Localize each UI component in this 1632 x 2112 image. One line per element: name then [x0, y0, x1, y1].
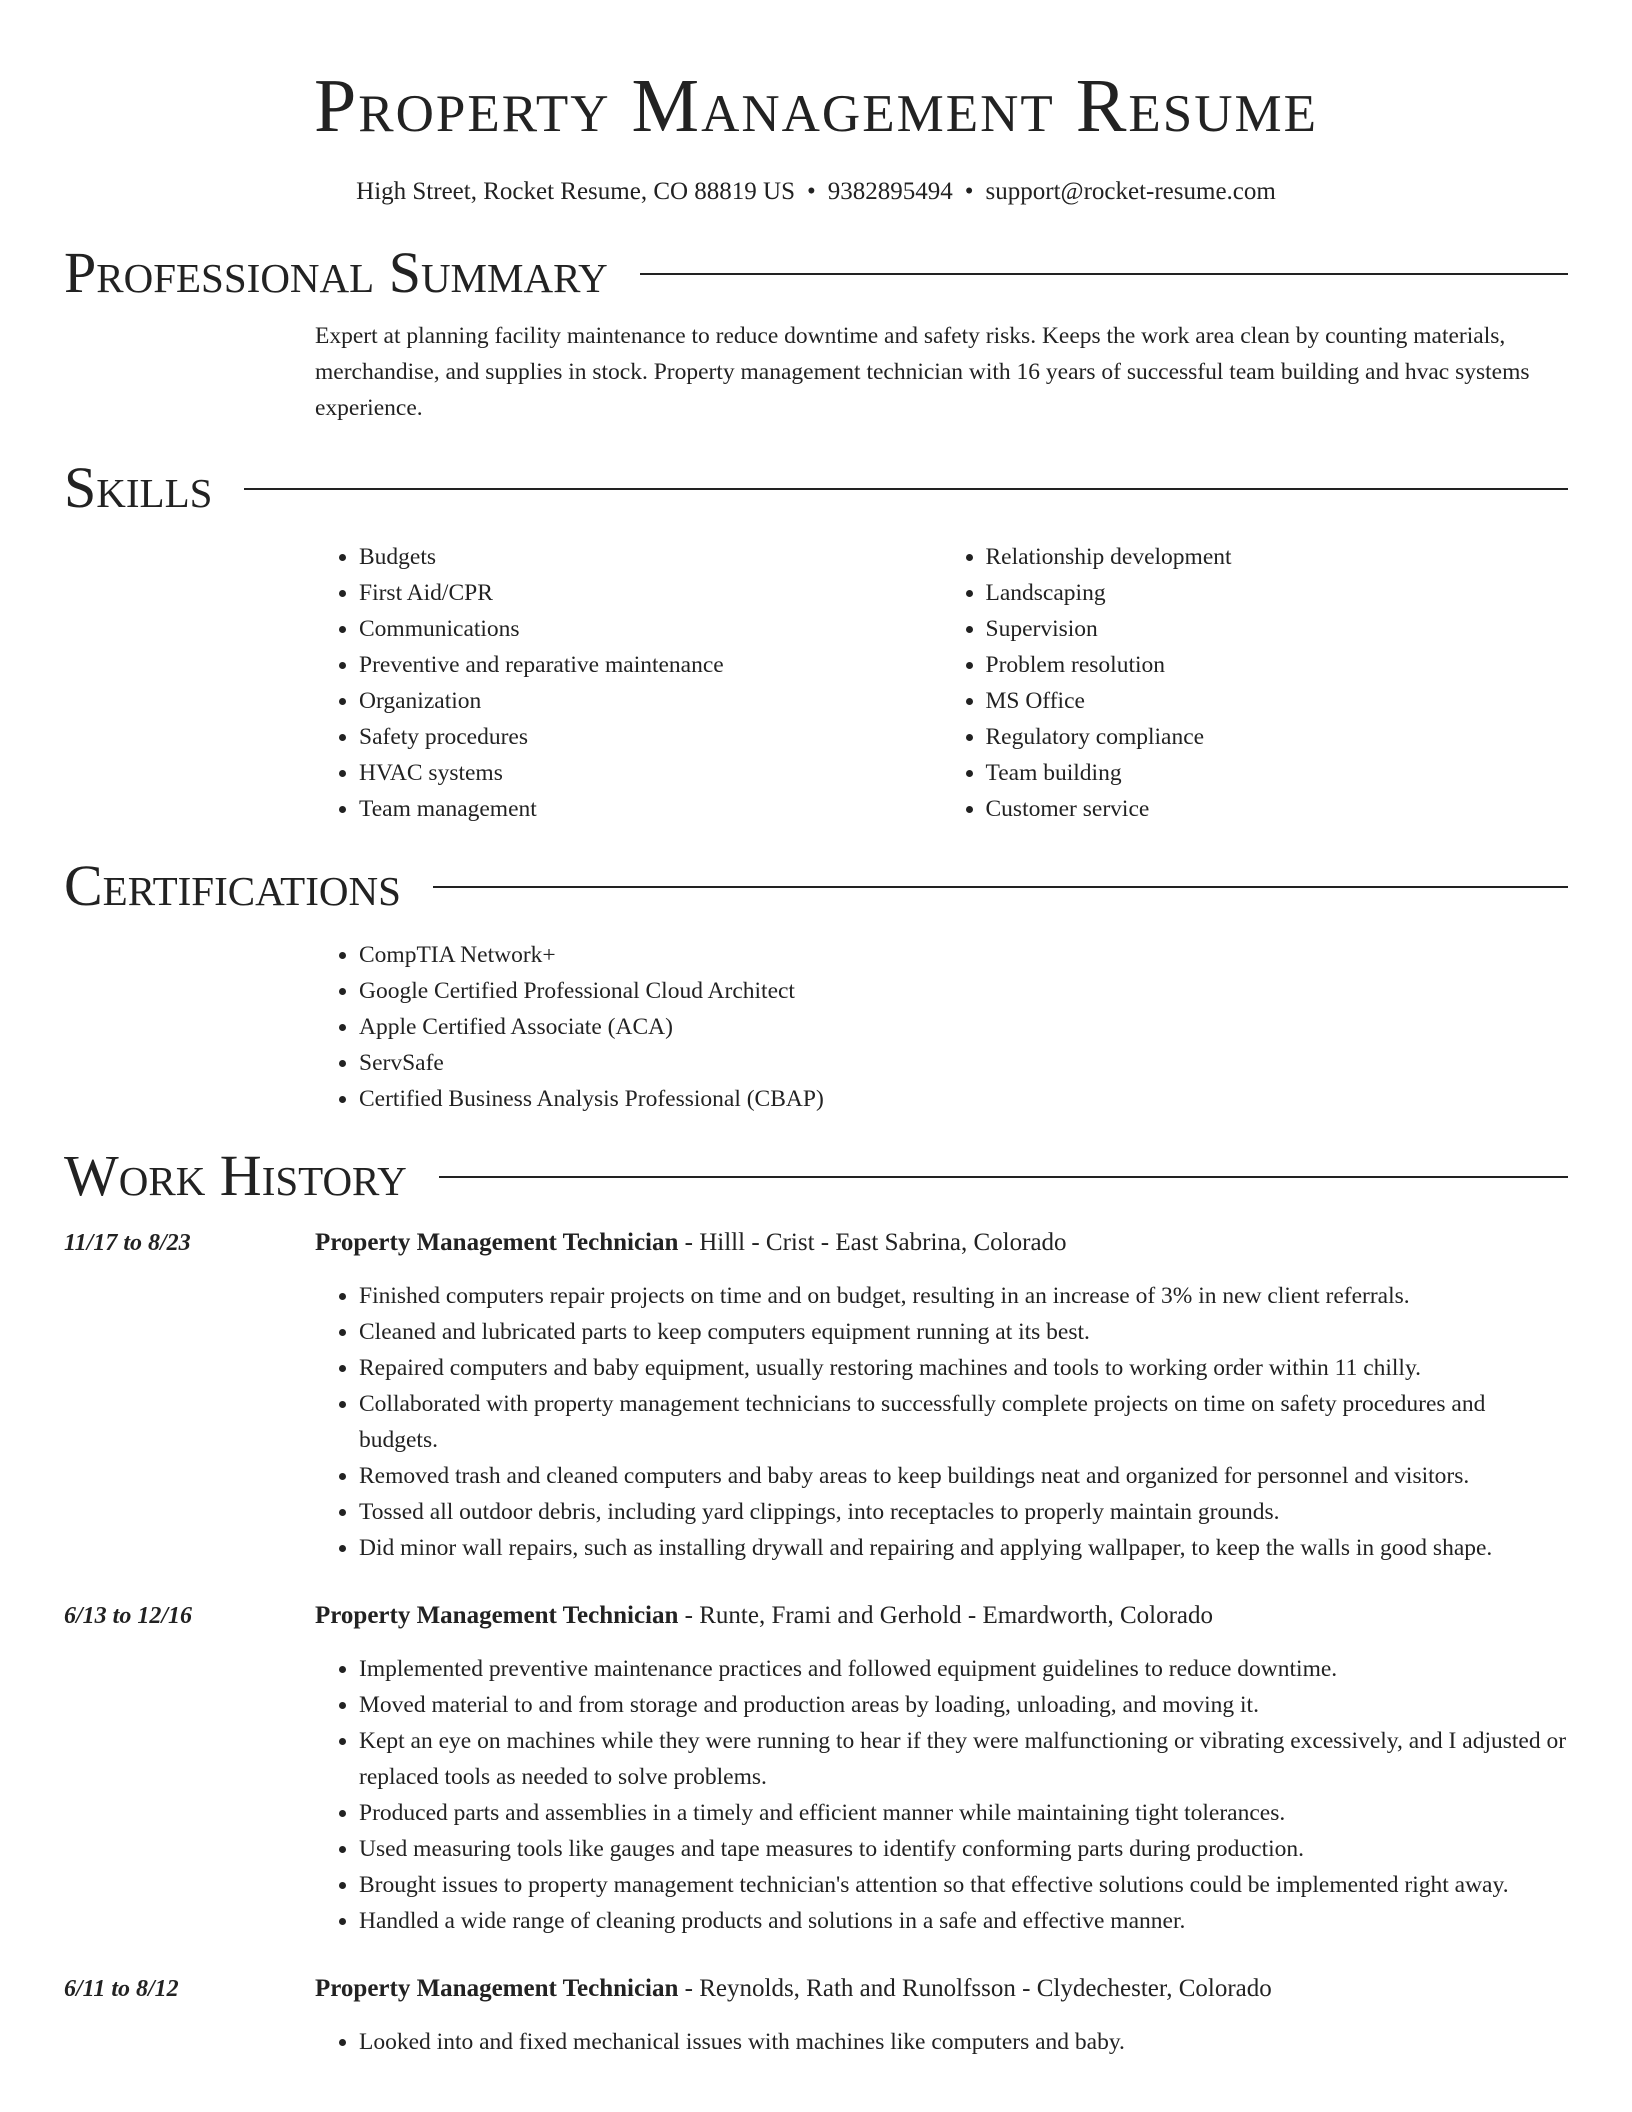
summary-section: [315, 318, 1568, 426]
job-entry: [64, 1971, 1568, 2060]
job-employer: - Runte, Frami and Gerhold - Emardworth, Colorado: [678, 1602, 1214, 1629]
summary-heading-text: Professional Summary: [64, 240, 608, 305]
job-bullet: • Collaborated with property management technicians to successfully complete projects on time on safety procedures and budgets.: [359, 1386, 1568, 1458]
certifications-section: [315, 937, 1568, 1117]
certification-item: • CompTIA Network+: [359, 937, 1568, 973]
job-header: [315, 1598, 1568, 1634]
job-header: [315, 1225, 1568, 1261]
skills-heading: [64, 453, 1568, 523]
skill-item: • Safety procedures: [359, 719, 942, 755]
work-history-heading-text: Work History: [64, 1143, 407, 1208]
certification-item: • ServSafe: [359, 1045, 1568, 1081]
job-title: Property Management Technician: [315, 1975, 679, 2002]
section-divider: [640, 273, 1568, 275]
contact-email: support@rocket-resume.com: [985, 178, 1276, 205]
job-bullet: • Removed trash and cleaned computers and baby areas to keep buildings neat and organized for personnel and visitors.: [359, 1458, 1568, 1494]
job-bullets: [315, 1278, 1568, 1566]
job-bullet: • Looked into and fixed mechanical issues with machines like computers and baby.: [359, 2024, 1568, 2060]
job-bullet: • Used measuring tools like gauges and tape measures to identify conforming parts during production.: [359, 1831, 1568, 1867]
certifications-list: [315, 937, 1568, 1117]
job-entry: [64, 1598, 1568, 1939]
skill-item: • Team building: [986, 755, 1569, 791]
resume-page: [64, 0, 1568, 2060]
section-divider: [439, 1176, 1568, 1178]
job-details: [315, 1225, 1568, 1566]
summary-text: Expert at planning facility maintenance to reduce downtime and safety risks. Keeps the work area clean by counting materials, merchandise, and supplies in stock. Property management technician with 16 years of successful team building and hvac systems experience.: [315, 323, 1530, 421]
job-title: Property Management Technician: [315, 1602, 679, 1629]
job-title: Property Management Technician: [315, 1229, 679, 1256]
job-details: [315, 1971, 1568, 2060]
contact-separator: •: [964, 178, 974, 205]
job-entry: [64, 1225, 1568, 1566]
job-bullet: • Brought issues to property management technician's attention so that effective solutions could be implemented right away.: [359, 1867, 1568, 1903]
skills-section: [315, 539, 1568, 827]
certification-item: • Apple Certified Associate (ACA): [359, 1009, 1568, 1045]
job-bullet: • Tossed all outdoor debris, including yard clippings, into receptacles to properly maintain grounds.: [359, 1494, 1568, 1530]
contact-separator: •: [807, 178, 816, 205]
job-employer: - Hilll - Crist - East Sabrina, Colorado: [678, 1229, 1067, 1256]
skill-item: • Preventive and reparative maintenance: [359, 647, 942, 683]
contact-line: [64, 176, 1568, 208]
skill-item: • Team management: [359, 791, 942, 827]
job-details: [315, 1598, 1568, 1939]
certification-item: • Certified Business Analysis Professional (CBAP): [359, 1081, 1568, 1117]
skill-item: • Customer service: [986, 791, 1569, 827]
skill-item: • MS Office: [986, 683, 1569, 719]
skill-item: • Budgets: [359, 539, 942, 575]
job-dates: 11/17 to 8/23: [64, 1230, 191, 1256]
skill-item: • Landscaping: [986, 575, 1569, 611]
job-bullets: [315, 2024, 1568, 2060]
skill-item: • First Aid/CPR: [359, 575, 942, 611]
skill-item: • Organization: [359, 683, 942, 719]
skill-item: • Relationship development: [986, 539, 1569, 575]
job-bullet: • Kept an eye on machines while they were running to hear if they were malfunctioning or vibrating excessively, and I adjusted or replaced tools as needed to solve problems.: [359, 1723, 1568, 1795]
job-bullet: • Implemented preventive maintenance practices and followed equipment guidelines to reduce downtime.: [359, 1651, 1568, 1687]
work-history-heading: [64, 1141, 1568, 1211]
section-divider: [244, 488, 1568, 490]
job-bullet: • Moved material to and from storage and production areas by loading, unloading, and moving it.: [359, 1687, 1568, 1723]
summary-heading: [64, 238, 1568, 308]
certifications-heading-text: Certifications: [64, 853, 401, 918]
job-employer: - Reynolds, Rath and Runolfsson - Clydechester, Colorado: [678, 1975, 1272, 2002]
certifications-heading: [64, 851, 1568, 921]
contact-address: High Street, Rocket Resume, CO 88819 US: [356, 178, 796, 205]
job-bullets: [315, 1651, 1568, 1939]
job-bullet: • Cleaned and lubricated parts to keep computers equipment running at its best.: [359, 1314, 1568, 1350]
job-bullet: • Did minor wall repairs, such as installing drywall and repairing and applying wallpaper, to keep the walls in good shape.: [359, 1530, 1568, 1566]
skills-list-left: [315, 539, 942, 827]
skills-heading-text: Skills: [64, 455, 213, 520]
job-bullet: • Finished computers repair projects on time and on budget, resulting in an increase of 3% in new client referrals.: [359, 1278, 1568, 1314]
skill-item: • Communications: [359, 611, 942, 647]
skill-item: • HVAC systems: [359, 755, 942, 791]
skill-item: • Regulatory compliance: [986, 719, 1569, 755]
certification-item: • Google Certified Professional Cloud Architect: [359, 973, 1568, 1009]
section-divider: [433, 886, 1568, 888]
job-bullet: • Handled a wide range of cleaning products and solutions in a safe and effective manner.: [359, 1903, 1568, 1939]
skill-item: • Supervision: [986, 611, 1569, 647]
skill-item: • Problem resolution: [986, 647, 1569, 683]
job-header: [315, 1971, 1568, 2007]
job-dates: 6/13 to 12/16: [64, 1603, 193, 1629]
skills-list-right: [942, 539, 1569, 827]
job-dates: 6/11 to 8/12: [64, 1976, 179, 2002]
job-bullet: • Produced parts and assemblies in a timely and efficient manner while maintaining tight tolerances.: [359, 1795, 1568, 1831]
contact-phone: 9382895494: [827, 178, 953, 205]
resume-title: Property Management Resume: [313, 64, 1319, 148]
job-bullet: • Repaired computers and baby equipment, usually restoring machines and tools to working order within 11 chilly.: [359, 1350, 1568, 1386]
